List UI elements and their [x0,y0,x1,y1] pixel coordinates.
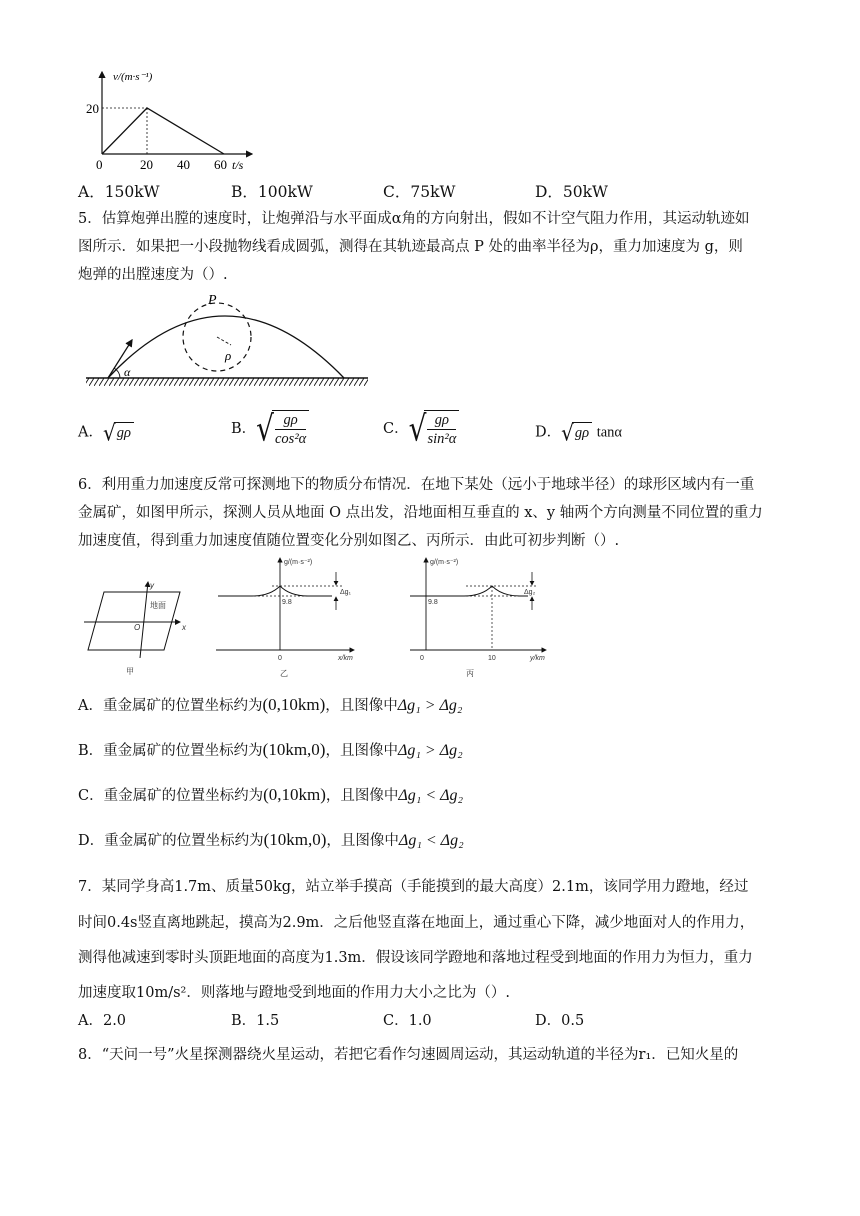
q4-x-tick-0: 0 [96,157,103,172]
q5-option-d-expr: gρ [572,422,592,443]
q7-option-d[interactable]: D．0.5 [535,1013,585,1029]
q6-text-line-3: 加速度值，得到重力加速度值随位置变化分别如图乙、丙所示．由此可初步判断（）. [78,533,620,549]
q6-option-b-prefix: B．重金属矿的位置坐标约为 [78,743,263,759]
q5-option-c-num: gρ [427,411,456,430]
q6-figure-jia [76,572,196,684]
q7-text-line-1: 7．某同学身高1.7m、质量50kg，站立举手摸高（手能摸到的最大高度）2.1m，该同学用力蹬地，经过 [78,879,749,895]
q7-text-line-4: 加速度取10m/s²．则落地与蹬地受到地面的作用力大小之比为（）. [78,985,510,1001]
q6-option-a-coord: (0,10km) [262,695,326,714]
q6-yi-origin: 0 [278,655,282,662]
q5-option-b-num: gρ [275,411,306,430]
q6-option-c-relation: Δg₁ < Δg₂ [398,787,464,804]
q6-yi-delta: Δg₁ [340,589,351,596]
q6-bing-origin: 0 [420,655,424,662]
q6-option-c-prefix: C．重金属矿的位置坐标约为 [78,788,264,804]
q4-y-tick: 20 [86,101,99,116]
q6-jia-caption: 甲 [126,667,134,676]
q5-option-a[interactable]: A．√gρ [78,422,134,443]
q5-option-c-label: C． [383,421,409,437]
q6-yi-value: 9.8 [282,599,292,606]
q6-bing-y-label: g/(m·s⁻²) [430,559,459,566]
q6-option-a-middle: ，且图像中 [325,698,398,714]
q6-option-d[interactable] [78,830,464,851]
q6-bing-caption: 丙 [466,669,474,678]
q6-option-a[interactable] [78,695,462,716]
q4-velocity-time-graph [80,66,280,178]
q6-text-line-1: 6．利用重力加速度反常可探测地下的物质分布情况．在地下某处（远小于地球半径）的球形区域内有一重 [78,477,755,493]
q5-parabola [108,316,344,378]
q5-text-line-2: 图所示．如果把一小段抛物线看成圆弧，测得在其轨迹最高点 P 处的曲率半径为ρ，重力加速度为 g，则 [78,239,743,255]
q4-vt-line [102,108,224,154]
q6-yi-y-label: g/(m·s⁻²) [284,559,313,566]
q4-option-b[interactable]: B．100kW [231,183,313,201]
q6-yi-curve [218,586,332,596]
q6-bing-curve [410,586,528,596]
q6-option-d-middle: ，且图像中 [326,833,399,849]
q5-angle-label: α [124,365,131,379]
q6-jia-ground-label: 地面 [150,601,166,610]
q5-point-label: P [208,293,217,308]
q5-option-a-expr: gρ [114,422,134,443]
q6-option-b-middle: ，且图像中 [325,743,398,759]
q6-yi-caption: 乙 [280,669,288,678]
q4-x-axis-label: t/s [232,158,244,172]
q5-text-line-1: 5．估算炮弹出膛的速度时，让炮弹沿与水平面成α角的方向射出，假如不计空气阻力作用，其运动轨迹如 [78,211,750,227]
q4-x-tick-60: 60 [214,157,227,172]
q5-option-d-label: D． [535,424,562,441]
q6-option-d-prefix: D．重金属矿的位置坐标约为 [78,833,264,849]
q7-text-line-2: 时间0.4s竖直离地跳起，摸高为2.9m．之后他竖直落在地面上，通过重心下降，减少地面对人的作用力， [78,915,755,931]
q5-option-c[interactable]: C．√ $\frac{g\rho}{\text{sin²α}}$ [383,410,459,448]
q5-option-b[interactable]: B．√ $\frac{g\rho}{\text{cos²α}}$ [231,410,309,448]
q6-option-b-relation: Δg₁ > Δg₂ [397,742,463,759]
q6-option-c[interactable] [78,785,463,806]
q6-option-a-relation: Δg₁ > Δg₂ [397,697,463,714]
q8-text-line-1: 8．“天问一号”火星探测器绕火星运动，若把它看作匀速圆周运动，其运动轨道的半径为r₁．已知火星的 [78,1047,739,1063]
q5-option-b-den: cos²α [275,431,307,447]
q6-option-b[interactable] [78,740,463,761]
q6-option-c-coord: (0,10km) [263,785,326,804]
q5-option-b-label: B． [231,421,257,437]
q7-option-b[interactable]: B．1.5 [231,1013,280,1029]
q4-y-axis-label: v/(m·s⁻¹) [113,71,153,83]
q6-text-line-2: 金属矿，如图甲所示，探测人员从地面 O 点出发，沿地面相互垂直的 x、y 轴两个方向测量不同位置的重力 [78,505,763,521]
q6-figure-bing [404,552,554,684]
q6-yi-x-label: x/km [338,655,353,662]
q6-bing-tick: 10 [488,655,496,662]
q6-option-d-relation: Δg₁ < Δg₂ [398,832,464,849]
q6-bing-value: 9.8 [428,599,438,606]
q6-jia-y-label: y [150,581,154,590]
q5-option-d[interactable]: D．√gρ tanα [535,419,623,446]
q5-trajectory-figure [84,290,370,390]
q4-x-tick-20: 20 [140,157,153,172]
q5-option-c-den: sin²α [427,431,457,447]
q6-option-b-coord: (10km,0) [262,740,326,759]
q4-option-c[interactable]: C．75kW [383,183,456,201]
q7-option-a[interactable]: A．2.0 [78,1013,127,1029]
q6-option-d-coord: (10km,0) [263,830,327,849]
q7-text-line-3: 测得他减速到零时头顶距地面的高度为1.3m．假设该同学蹬地和落地过程受到地面的作用力为恒力，重力 [78,950,753,966]
q4-option-a[interactable]: A．150kW [78,183,160,201]
q6-option-a-prefix: A．重金属矿的位置坐标约为 [78,698,263,714]
q6-bing-x-label: y/km [530,655,545,662]
q6-jia-origin-label: O [134,623,141,632]
q4-option-d[interactable]: D．50kW [535,183,608,201]
q5-text-line-3: 炮弹的出膛速度为（）. [78,267,228,283]
q6-option-c-middle: ，且图像中 [325,788,399,804]
q6-bing-delta: Δg₂ [524,589,536,596]
q5-radius-label: ρ [225,348,232,363]
q5-option-a-label: A． [78,424,103,441]
q7-option-c[interactable]: C．1.0 [383,1013,432,1029]
q4-x-tick-40: 40 [177,157,190,172]
q6-jia-x-label: x [182,623,186,632]
q5-option-d-suffix: tanα [596,424,623,441]
q6-figure-yi [212,552,362,684]
